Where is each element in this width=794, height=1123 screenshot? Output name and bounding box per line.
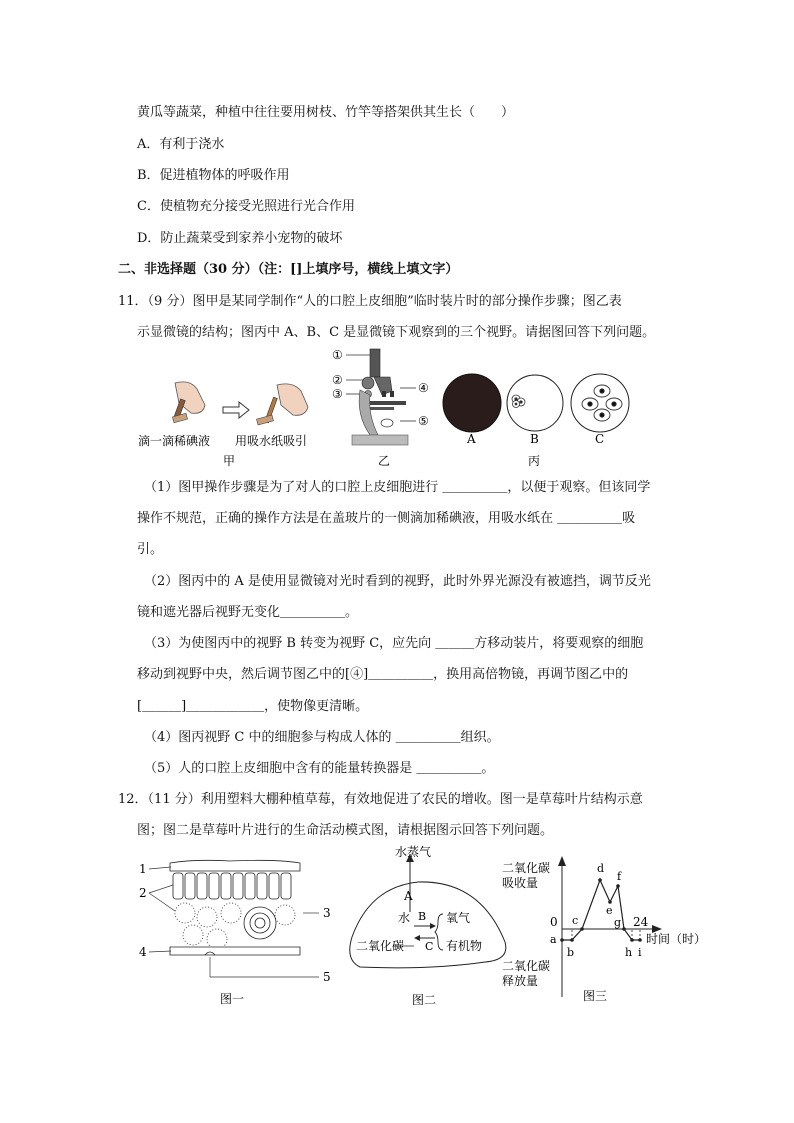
point-g: g xyxy=(614,916,622,929)
q11-part2-line1: （2）图丙中的 A 是使用显微镜对光时看到的视野，此时外界光源没有被遮挡，调节反光 xyxy=(144,574,651,589)
point-i: i xyxy=(638,946,642,959)
q10-option-a: A．有利于浇水 xyxy=(137,137,225,152)
leaf-label-5: 5 xyxy=(323,970,331,984)
fig1-caption: 图一 xyxy=(220,992,245,1006)
time-axis-label: 时间（时） xyxy=(646,932,707,946)
label-3: ③ xyxy=(332,387,343,401)
figure-yi-microscope xyxy=(330,345,440,470)
release-label-1: 二氧化碳 xyxy=(502,959,551,973)
arrow-right-icon xyxy=(223,402,249,418)
arrow-c-label: C xyxy=(425,940,434,953)
q10-option-b: B．促进植物体的呼吸作用 xyxy=(137,168,290,183)
jia-caption: 甲 xyxy=(223,454,236,468)
q11-part3-line1: （3）为使图丙中的视野 B 转变为视野 C，应先向 ＿＿＿方移动装片，将要观察的细胞 xyxy=(144,636,644,651)
arrow-b-label: B xyxy=(418,910,427,923)
label-2: ② xyxy=(332,373,343,387)
leaf-label-2: 2 xyxy=(139,886,147,900)
label-1: ① xyxy=(332,348,343,362)
fig2-caption: 图二 xyxy=(412,993,437,1007)
q12-stem-line2: 图；图二是草莓叶片进行的生命活动模式图，请根据图示回答下列问题。 xyxy=(137,823,554,838)
figure-3-co2-curve xyxy=(500,852,720,1010)
field-b-label: B xyxy=(530,432,539,446)
figure-2-leaf-model xyxy=(340,842,515,1012)
absorb-label-2: 吸收量 xyxy=(502,876,539,890)
figure-bing xyxy=(440,365,640,470)
microscope-icon xyxy=(346,349,416,445)
field-a-label: A xyxy=(467,432,476,446)
point-e: e xyxy=(606,904,613,917)
q11-part3-line2: 移动到视野中央，然后调节图乙中的[④]＿＿＿＿＿，换用高倍物镜，再调节图乙中的 xyxy=(137,667,629,682)
figure-jia xyxy=(135,375,325,470)
dropper-hand-1-icon xyxy=(172,382,205,423)
point-h: h xyxy=(625,946,633,959)
q11-part4: （4）图丙视野 C 中的细胞参与构成人体的 ＿＿＿＿＿组织。 xyxy=(144,730,500,745)
point-a: a xyxy=(550,933,557,946)
co2-label: 二氧化碳 xyxy=(356,939,405,953)
absorb-label-1: 二氧化碳 xyxy=(502,861,551,875)
water-label: 水 xyxy=(398,911,411,925)
q11-part1-line3: 引。 xyxy=(137,542,164,557)
leaf-label-4: 4 xyxy=(139,945,147,959)
leaf-section-icon xyxy=(170,860,300,955)
label-5: ⑤ xyxy=(418,414,429,428)
organic-label: 有机物 xyxy=(446,939,483,953)
q10-option-d: D．防止蔬菜受到家养小宠物的破坏 xyxy=(137,231,343,246)
fig3-caption: 图三 xyxy=(583,989,608,1003)
point-c: c xyxy=(572,914,579,927)
q10-stem: 黄瓜等蔬菜，种植中往往要用树枝、竹竿等搭架供其生长（ ） xyxy=(137,105,515,120)
vapor-label: 水蒸气 xyxy=(395,845,432,859)
q11-stem-line2: 示显微镜的结构；图丙中 A、B、C 是显微镜下观察到的三个视野。请据图回答下列问题。 xyxy=(137,325,656,340)
point-f: f xyxy=(617,870,622,883)
field-a-dark xyxy=(443,374,501,432)
q11-part1-line2: 操作不规范，正确的操作方法是在盖玻片的一侧滴加稀碘液，用吸水纸在 ＿＿＿＿＿吸 xyxy=(137,511,636,526)
jia-step1-label: 滴一滴稀碘液 xyxy=(138,434,211,448)
q11-stem-line1: 11．（9 分）图甲是某同学制作“人的口腔上皮细胞”临时装片时的部分操作步骤；图乙表 xyxy=(118,294,622,309)
q11-part2-line2: 镜和遮光器后视野无变化＿＿＿＿＿。 xyxy=(137,605,359,620)
leaf-label-1: 1 xyxy=(139,862,147,876)
release-label-2: 释放量 xyxy=(502,974,539,988)
origin-label: 0 xyxy=(550,915,558,929)
arrow-a-label: A xyxy=(404,889,413,903)
q11-part5: （5）人的口腔上皮细胞中含有的能量转换器是 ＿＿＿＿＿。 xyxy=(144,761,495,776)
leaf-label-3: 3 xyxy=(323,906,331,920)
q11-part3-line3: [＿＿＿]＿＿＿＿＿＿，使物像更清晰。 xyxy=(137,699,369,714)
co2-curve xyxy=(562,880,640,940)
leaf-outline xyxy=(350,882,506,968)
field-c-label: C xyxy=(595,432,605,446)
oxygen-label: 氧气 xyxy=(446,911,471,925)
point-d: d xyxy=(597,862,605,875)
q11-part1-line1: （1）图甲操作步骤是为了对人的口腔上皮细胞进行 ＿＿＿＿＿，以便于观察。但该同学 xyxy=(144,480,651,495)
point-b: b xyxy=(567,946,575,959)
yi-caption: 乙 xyxy=(378,454,391,468)
figure-1-leaf-section xyxy=(135,855,335,1010)
bing-caption: 丙 xyxy=(528,454,541,468)
t24-label: 24 xyxy=(633,915,649,929)
q10-option-c: C．使植物充分接受光照进行光合作用 xyxy=(137,199,355,214)
q12-stem-line1: 12．（11 分）利用塑料大棚种植草莓，有效地促进了农民的增收。图一是草莓叶片结构示意 xyxy=(118,792,643,807)
blotting-paper-hand-icon xyxy=(256,384,308,425)
section-heading: 二、非选择题（30 分）（注：[]上填序号，横线上填文字） xyxy=(118,262,459,277)
label-4: ④ xyxy=(418,381,429,395)
jia-step2-label: 用吸水纸吸引 xyxy=(235,434,308,448)
